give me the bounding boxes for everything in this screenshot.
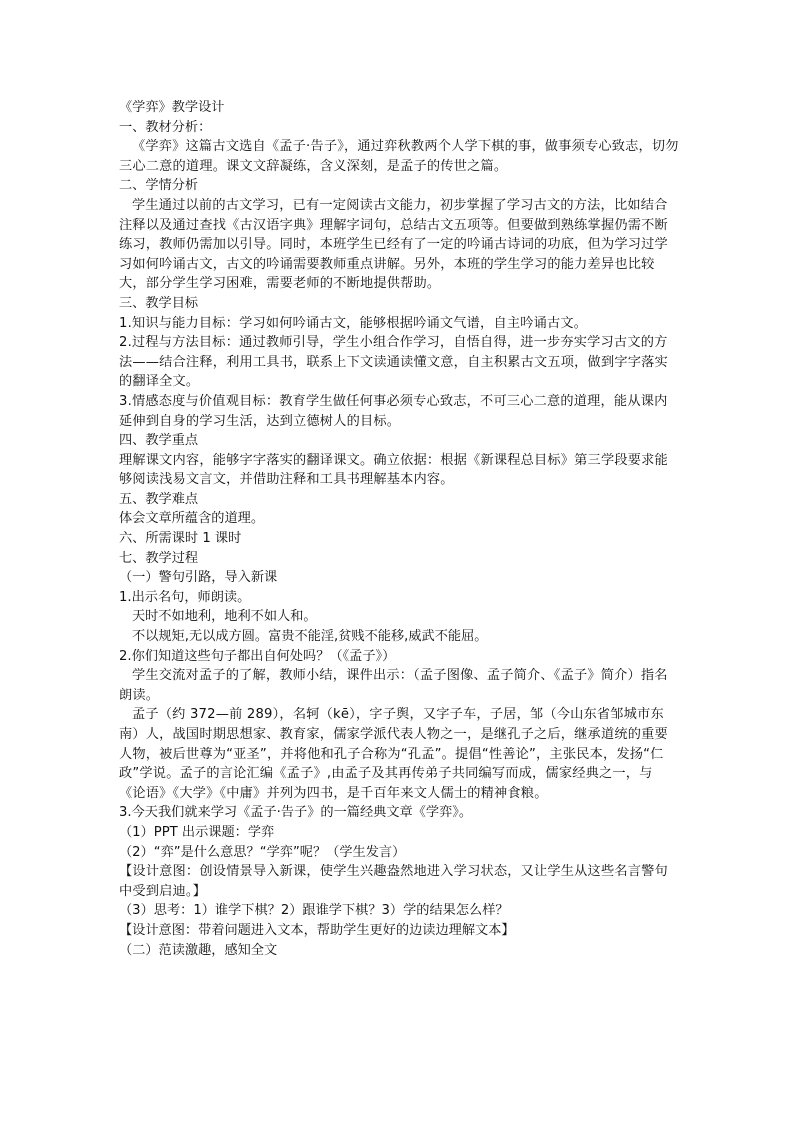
process-step-1-heading: （一）警句引路，导入新课 [119,570,278,586]
goal-process-method: 2.过程与方法目标：通过教师引导，学生小组合作学习，自悟自得，进一步夯实学习古文的方法——结合注释，利用工具书，联系上下文读通读懂文意，自主积累古文五项，做到字字落实的翻译全文。 [119,335,668,390]
section-heading-teaching-goals: 三、教学目标 [119,295,199,311]
process-step-2-heading: （二）范读激趣，感知全文 [119,942,278,958]
process-item-2-body: 学生交流对孟子的了解，教师小结，课件出示：（孟子图像、孟子简介、《孟子》简介）指名朗读。 [119,668,668,703]
section-heading-textbook-analysis: 一、教材分析： [119,119,212,135]
student-analysis-paragraph: 学生通过以前的古文学习，已有一定阅读古文能力，初步掌握了学习古文的方法，比如结合注释以及通过查找《古汉语字典》理解字词句，总结古文五项等。但要做到熟练掌握仍需不断练习，教师仍需加以引导。同时，本班学生已经有了一定的吟诵古诗词的功底，但为学习过学习如何吟诵古文，古文的吟诵需要教师重点讲解。另外，本班的学生学习的能力差异也比较大，部分学生学习困难，需要老师的不断地提供帮助。 [119,197,668,292]
document-title: 《学弈》教学设计 [119,100,225,115]
process-item-1: 1.出示名句，师朗读。 [119,589,251,605]
section-heading-key-points: 四、教学重点 [119,433,199,449]
process-sub-3: （3）思考：1）谁学下棋？2）跟谁学下棋？3）学的结果怎么样？ [119,903,509,919]
quote-line-1: 天时不如地利，地利不如人和。 [132,609,317,625]
process-item-2: 2.你们知道这些句子都出自何处吗？（《孟子》） [119,648,396,664]
process-item-3: 3.今天我们就来学习《孟子·告子》的一篇经典文章《学弈》。 [119,805,473,821]
process-sub-2: （2）“弈”是什么意思？“学弈”呢？（学生发言） [119,844,406,860]
quote-line-2: 不以规矩,无以成方圆。富贵不能淫,贫贱不能移,威武不能屈。 [132,629,488,645]
section-heading-teaching-process: 七、教学过程 [119,550,199,566]
goal-emotion-values: 3.情感态度与价值观目标：教育学生做任何事必须专心致志，不可三心二意的道理，能从课内延伸到自身的学习生活，达到立德树人的目标。 [119,393,668,429]
textbook-analysis-paragraph: 《学弈》这篇古文选自《孟子·告子》，通过弈秋教两个人学下棋的事，做事须专心致志，切勿三心二意的道理。课文文辞凝练，含义深刻，是孟子的传世之篇。 [119,139,679,174]
design-intent-2: 【设计意图：带着问题进入文本，帮助学生更好的边读边理解文本】 [119,922,515,938]
lesson-plan-document [119,98,679,960]
key-points-paragraph: 理解课文内容，能够字字落实的翻译课文。确立依据：根据《新课程总目标》第三学段要求能够阅读浅易文言文，并借助注释和工具书理解基本内容。 [119,452,668,488]
section-heading-class-hours: 六、所需课时 1 课时 [119,531,242,547]
mencius-intro-paragraph: 孟子（约 372—前 289），名轲（kē），字子舆，又字子车，子居，邹（今山东省邹城市东南）人，战国时期思想家、教育家，儒家学派代表人物之一，是继孔子之后，继承道统的重要人物，被后世尊为“亚圣”，并将他和孔子合称为“孔孟”。提倡“性善论”，主张民本，发扬“仁政”学说。孟子的言论汇编《孟子》,由孟子及其再传弟子共同编写而成，儒家经典之一，与《论语》《大学》《中庸》并列为四书，是千百年来文人儒士的精神食粮。 [119,707,668,801]
design-intent-1: 【设计意图：创设情景导入新课，使学生兴趣盎然地进入学习状态，又让学生从这些名言警句中受到启迪。】 [119,864,668,899]
process-sub-1: （1）PPT 出示课题：学弈 [119,824,275,840]
section-heading-difficulties: 五、教学难点 [119,491,199,507]
difficulties-paragraph: 体会文章所蕴含的道理。 [119,511,265,527]
section-heading-student-analysis: 二、学情分析 [119,178,199,194]
goal-knowledge-ability: 1.知识与能力目标：学习如何吟诵古文，能够根据吟诵文气谱，自主吟诵古文。 [119,315,588,331]
